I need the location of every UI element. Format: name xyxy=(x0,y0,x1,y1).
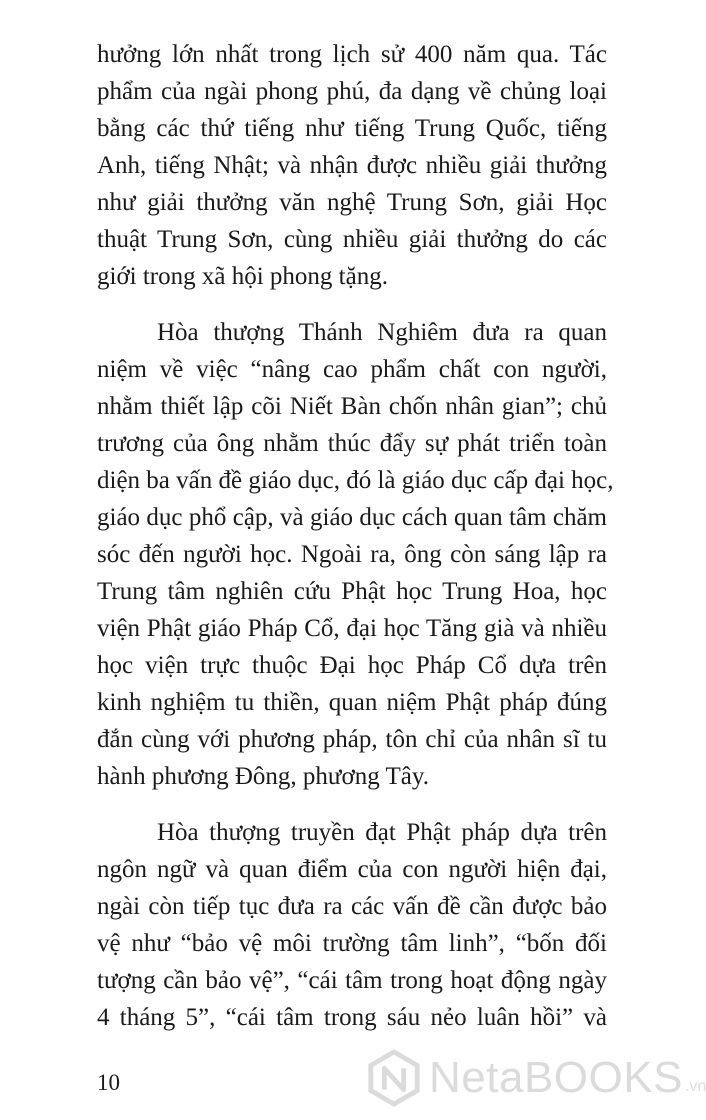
watermark xyxy=(365,1048,706,1108)
text-line: kinh nghiệm tu thiền, quan niệm Phật pháp đúng xyxy=(97,689,607,716)
page-number: 10 xyxy=(97,1070,120,1095)
text-line: Hòa thượng truyền đạt Phật pháp dựa trên xyxy=(157,819,607,846)
text-line: giới trong xã hội phong tặng. xyxy=(97,263,388,290)
watermark-suffix: .vn xyxy=(684,1078,706,1095)
text-line: vệ như “bảo vệ môi trường tâm linh”, “bốn đối xyxy=(97,930,607,957)
text-line: thuật Trung Sơn, cùng nhiều giải thưởng do các xyxy=(97,226,607,253)
text-line: tượng cần bảo vệ”, “cái tâm trong hoạt động ngày xyxy=(97,967,607,994)
text-line: Trung tâm nghiên cứu Phật học Trung Hoa, học xyxy=(97,578,607,605)
text-line: giáo dục phổ cập, và giáo dục cách quan tâm chăm xyxy=(97,504,607,531)
text-line: học viện trực thuộc Đại học Pháp Cổ dựa trên xyxy=(97,652,607,679)
watermark-brand: NetaBOOKS xyxy=(429,1053,683,1102)
netabooks-logo-icon xyxy=(365,1049,423,1107)
text-line: ngôn ngữ và quan điểm của con người hiện đại, xyxy=(97,856,607,883)
text-line: đắn cùng với phương pháp, tôn chỉ của nhân sĩ tu xyxy=(97,726,607,753)
text-line: ngài còn tiếp tục đưa ra các vấn đề cần được bảo xyxy=(97,893,607,920)
text-line: phẩm của ngài phong phú, đa dạng về chủng loại xyxy=(97,78,607,105)
text-line: bằng các thứ tiếng như tiếng Trung Quốc, tiếng xyxy=(97,115,607,142)
text-line: niệm về việc “nâng cao phẩm chất con người, xyxy=(97,356,607,383)
text-line: Hòa thượng Thánh Nghiêm đưa ra quan xyxy=(157,319,607,346)
text-line: hành phương Đông, phương Tây. xyxy=(97,763,429,790)
text-line: Anh, tiếng Nhật; và nhận được nhiều giải thưởng xyxy=(97,152,607,179)
text-line: sóc đến người học. Ngoài ra, ông còn sáng lập ra xyxy=(97,541,607,568)
text-line: hưởng lớn nhất trong lịch sử 400 năm qua. Tác xyxy=(97,41,607,68)
text-line: 4 tháng 5”, “cái tâm trong sáu nẻo luân hồi” và xyxy=(97,1004,607,1031)
text-line: viện Phật giáo Pháp Cổ, đại học Tăng già và nhiều xyxy=(97,615,607,642)
text-line: trương của ông nhằm thúc đẩy sự phát triển toàn xyxy=(97,430,607,457)
text-line: như giải thưởng văn nghệ Trung Sơn, giải Học xyxy=(97,189,607,216)
text-line: diện ba vấn đề giáo dục, đó là giáo dục cấp đại học, xyxy=(97,467,614,494)
text-line: nhằm thiết lập cõi Niết Bàn chốn nhân gian”; chủ xyxy=(97,393,607,420)
